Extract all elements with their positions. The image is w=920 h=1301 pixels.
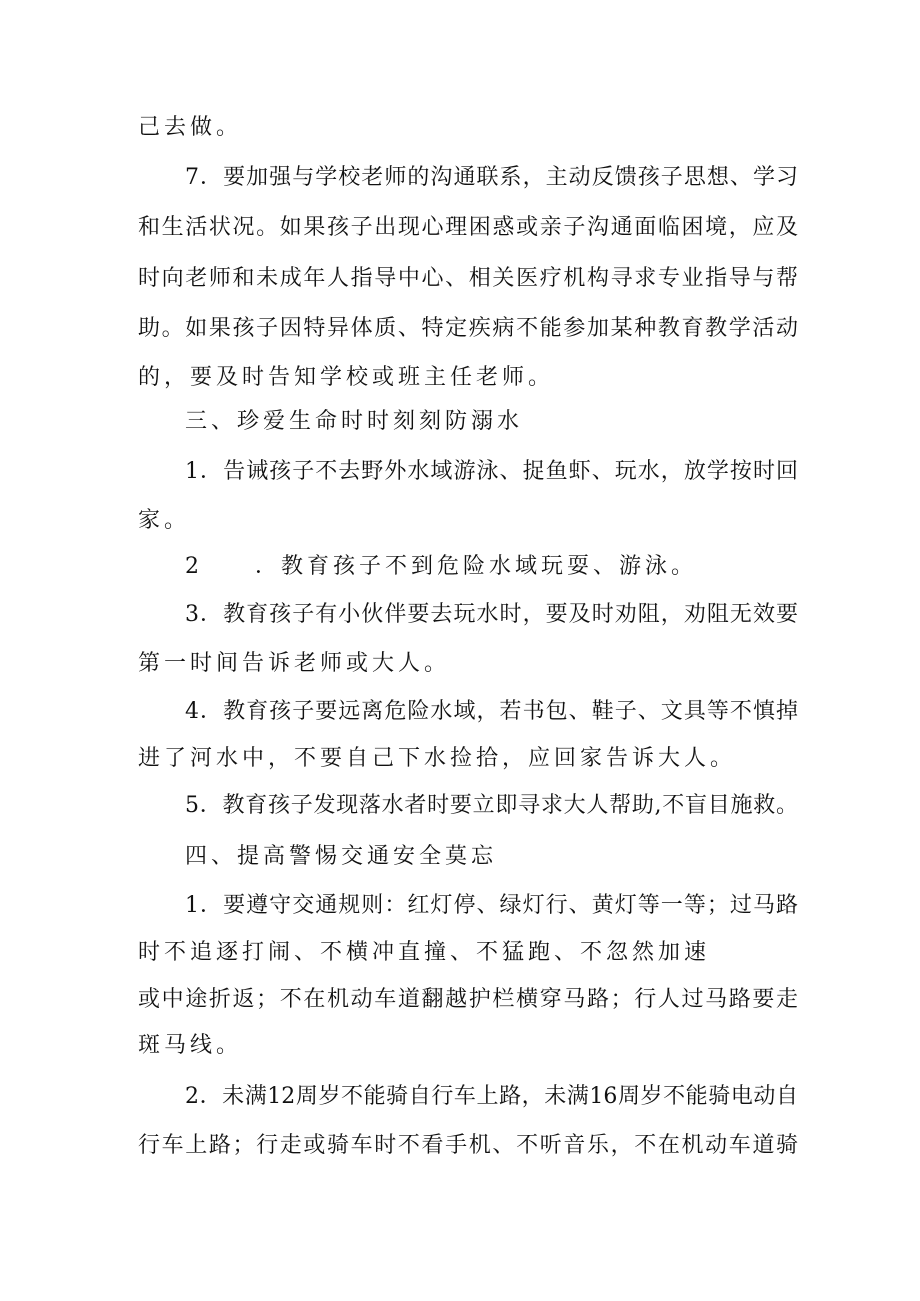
paragraph-line: 时不追逐打闹、不横冲直撞、不猛跑、不忽然加速 [138,940,711,965]
paragraph-line: 斑马线。 [138,1033,243,1058]
paragraph-line: 4．教育孩子要远离危险水域，若书包、鞋子、文具等不慎掉 [185,699,798,724]
section-heading: 三、珍爱生命时时刻刻防溺水 [185,409,524,434]
paragraph-line: 1．告诫孩子不去野外水域游泳、捉鱼虾、玩水，放学按时回 [185,459,798,484]
paragraph-line: 进了河水中，不要自己下水捡拾，应回家告诉大人。 [138,746,737,771]
paragraph-line: 和生活状况。如果孩子出现心理困惑或亲子沟通面临困境，应及 [138,215,798,240]
paragraph-line: 行车上路；行走或骑车时不看手机、不听音乐，不在机动车道骑 [138,1133,798,1158]
paragraph-line: 时向老师和未成年人指导中心、相关医疗机构寻求专业指导与帮 [138,266,798,291]
paragraph-line: 己去做。 [138,115,243,140]
paragraph-line: 7．要加强与学校老师的沟通联系，主动反馈孩子思想、学习 [185,165,798,190]
paragraph-line: 1．要遵守交通规则：红灯停、绿灯行、黄灯等一等；过马路 [185,893,798,918]
paragraph-line: 第一时间告诉老师或大人。 [138,651,451,676]
paragraph-line: 2 ．教育孩子不到危险水域玩耍、游泳。 [185,554,697,579]
paragraph-line: 2．未满12周岁不能骑自行车上路，未满16周岁不能骑电动自 [185,1084,798,1109]
section-heading: 四、提高警惕交通安全莫忘 [185,844,498,869]
paragraph-line: 3．教育孩子有小伙伴要去玩水时，要及时劝阻，劝阻无效要 [185,602,798,627]
paragraph-line: 家。 [138,508,191,533]
paragraph-line: 助。如果孩子因特异体质、特定疾病不能参加某种教育教学活动 [138,316,798,341]
paragraph-line: 的，要及时告知学校或班主任老师。 [138,365,555,390]
paragraph-line: 或中途折返；不在机动车道翻越护栏横穿马路；行人过马路要走 [138,987,798,1012]
paragraph-line: 5．教育孩子发现落水者时要立即寻求大人帮助,不盲目施救。 [185,793,798,818]
